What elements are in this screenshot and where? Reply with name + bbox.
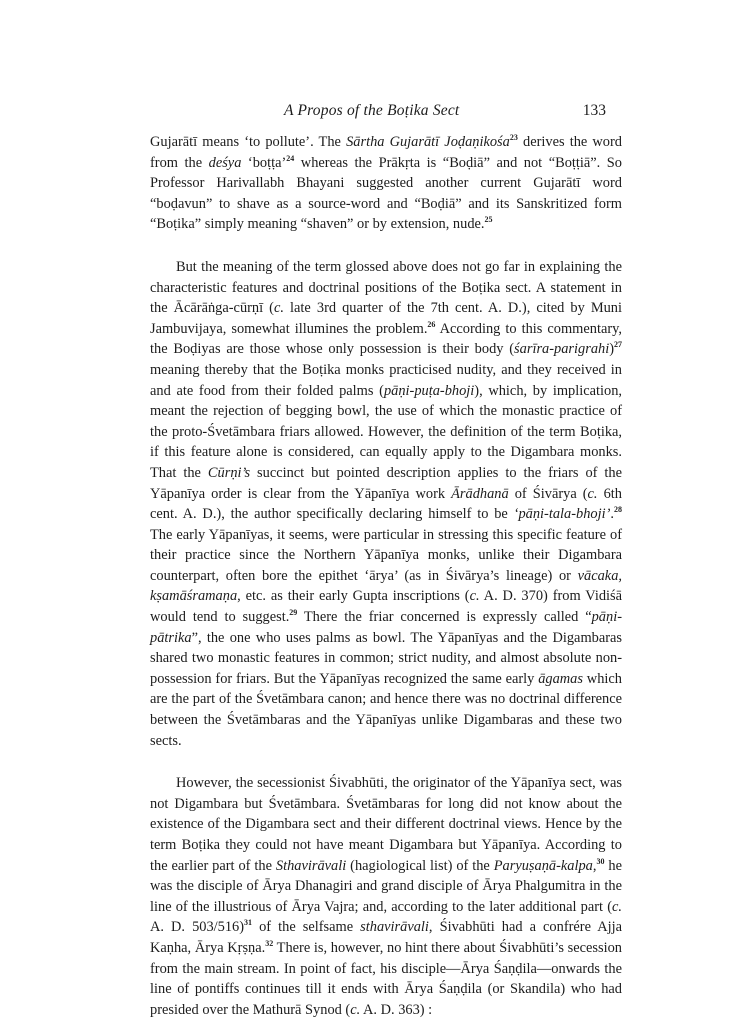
body-text bbox=[150, 132, 622, 1020]
italic-term: pāṇi-puṭa-bhoji bbox=[383, 382, 475, 399]
italic-term: c. bbox=[469, 588, 480, 605]
italic-term: Cūrṇi’s bbox=[207, 464, 251, 481]
text-run: ‘boṭṭa’ bbox=[241, 154, 287, 171]
text-run: There is, however, no hint there about Śivabhūti’s secession from the main stream. In point of fact, his disciple—Ārya Śaṇḍila—onwards the line of pontiffs continues till it ends with Ārya Śaṇḍila (or Skandila) who had presided over the Mathurā Synod ( bbox=[150, 939, 622, 1018]
italic-term: sthavirāvali bbox=[360, 919, 429, 936]
text-run: meaning thereby that the Boṭika monks practicised nudity, and they received in and ate food from their folded palms ( bbox=[150, 361, 622, 399]
italic-term: c. bbox=[273, 300, 284, 317]
text-run: . bbox=[610, 506, 614, 523]
italic-term: Sthavirāvali bbox=[275, 857, 347, 874]
text-run: A. D. 503/516) bbox=[150, 919, 245, 936]
text-run: he was the disciple of Ārya Dhanagiri and grand disciple of Ārya Phalgumitra in the line of the illustrious of Ārya Vajra; and, according to the later additional part ( bbox=[150, 857, 622, 915]
text-run: late 3rd quarter of the 7th cent. A. D.), cited by Muni Jambuvijaya, somewhat illumines the problem. bbox=[150, 300, 623, 337]
footnote-ref: 24 bbox=[286, 153, 295, 163]
footnote-ref: 27 bbox=[614, 340, 622, 350]
footnote-ref: 25 bbox=[484, 215, 493, 225]
footnote-ref: 28 bbox=[614, 505, 622, 515]
text-run: whereas the Prākṛta is “Boḍiā” and not “Boṭṭiā”. So Professor Harivallabh Bhayani suggested another current Gujarātī word “boḍavun” to shave as a source-word and “Boḍiā” and its Sanskritized form “Boṭika” simply meaning “shaven” or by extension, nude. bbox=[150, 154, 622, 233]
text-run: The early Yāpanīyas, it seems, were particular in stressing this specific feature of their practice since the Northern Yāpanīya monks, unlike their Digambara counterpart, often bore the epithet ‘ārya’ (as in Śivārya’s lineage) or bbox=[150, 526, 622, 584]
italic-term: Sārtha Gujarātī Joḍaṇikośa bbox=[346, 134, 510, 150]
italic-term: deśya bbox=[208, 154, 242, 171]
text-run: (hagiological list) of the bbox=[346, 857, 494, 874]
text-run: , bbox=[592, 857, 597, 874]
text-run: which are the part of the Śvetāmbara canon; and hence there was no doctrinal difference between the Śvetāmbaras and the Yāpanīyas unlike Digambaras and these two sects. bbox=[150, 670, 622, 749]
footnote-ref: 26 bbox=[427, 319, 436, 329]
text-run: Gujarātī means ‘to pollute’. The bbox=[150, 134, 347, 150]
footnote-ref: 32 bbox=[265, 939, 274, 949]
page-number: 133 bbox=[582, 102, 606, 119]
text-run: succinct but pointed description applies to the friars of the Yāpanīya order is clear from the Yāpanīya work bbox=[150, 464, 622, 502]
italic-term: pāṇi-pātrika bbox=[150, 609, 622, 646]
text-run: ”, the one who uses palms as bowl. The Yāpanīyas and the Digambaras shared two monastic features in common; strict nudity, and almost absolute non-possession for friars. But the Yāpanīyas recognized the same early bbox=[150, 629, 622, 687]
text-run: However, the secessionist Śivabhūti, the originator of the Yāpanīya sect, was not Digambara but Śvetāmbara. Śvetāmbaras for long did not know about the existence of the Digambara sect and their different doctrinal views. Hence by the term Boṭika they could not have meant Digambara but Yāpanīya. According to the earlier part of the bbox=[150, 775, 622, 874]
italic-term: c. bbox=[350, 1001, 361, 1018]
text-run: of Śivārya ( bbox=[508, 485, 588, 502]
text-run: A. D. 370) from Vidiśā would tend to suggest. bbox=[150, 588, 622, 626]
page-header bbox=[150, 102, 606, 126]
running-title: A Propos of the Boṭika Sect bbox=[284, 102, 460, 119]
italic-term: ‘pāṇi-tala-bhoji’ bbox=[513, 506, 611, 523]
footnote-ref: 23 bbox=[509, 133, 518, 143]
italic-term: śarīra-parigrahi bbox=[514, 341, 610, 358]
text-run: derives the word from the bbox=[150, 134, 622, 171]
footnote-ref: 30 bbox=[596, 856, 605, 866]
text-run: , Śivabhūti had a confrére Ajja Kaṇha, Ārya Kṛṣṇa. bbox=[150, 919, 623, 956]
italic-term: Ārādhanā bbox=[451, 485, 509, 502]
italic-term: vācaka, kṣamāśramaṇa bbox=[150, 567, 622, 605]
text-run: But the meaning of the term glossed above does not go far in explaining the characteristic features and doctrinal positions of the Boṭika sect. A statement in the Ācārāṅga-cūrṇī ( bbox=[150, 258, 622, 317]
text-run: A. D. 363) : bbox=[360, 1001, 433, 1018]
text-run: , etc. as their early Gupta inscriptions ( bbox=[237, 588, 470, 605]
text-run: of the selfsame bbox=[252, 919, 361, 936]
italic-term: c. bbox=[612, 898, 622, 915]
text-run: 6th cent. A. D.), the author specifically declaring himself to be bbox=[150, 485, 622, 523]
paragraph bbox=[150, 132, 622, 235]
footnote-ref: 31 bbox=[244, 918, 253, 928]
paragraph bbox=[150, 773, 622, 1020]
paragraph bbox=[150, 257, 622, 751]
text-run: ) bbox=[609, 341, 614, 358]
text-run: There the friar concerned is expressly called “ bbox=[297, 609, 592, 626]
text-run: ), which, by implication, meant the rejection of begging bowl, the use of which the monastic practice of the proto-Śvetāmbara friars allowed. However, the definition of the term Boṭika, if this feature alone is considered, can equally apply to the Digambara monks. That the bbox=[150, 382, 622, 481]
italic-term: āgamas bbox=[538, 670, 583, 687]
italic-term: c. bbox=[587, 485, 598, 502]
text-run: According to this commentary, the Boḍiyas are those whose only possession is their body ( bbox=[150, 320, 622, 358]
footnote-ref: 29 bbox=[289, 608, 298, 618]
italic-term: Paryuṣaṇā-kalpa bbox=[493, 857, 593, 874]
